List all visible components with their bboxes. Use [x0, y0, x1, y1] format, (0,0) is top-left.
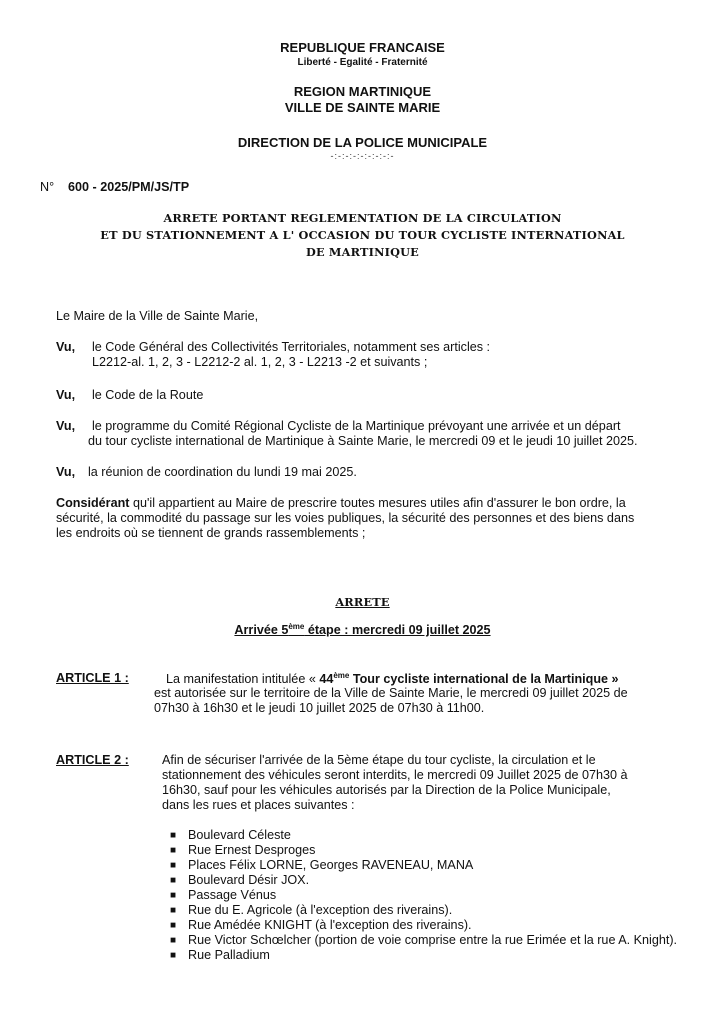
maire-line: Le Maire de la Ville de Sainte Marie,: [56, 309, 259, 323]
list-item: ■ Rue Ernest Desproges: [170, 843, 316, 857]
reference-prefix: N°: [40, 180, 55, 194]
stage-heading: [0, 622, 725, 637]
vu-label-1: Vu,: [56, 340, 76, 354]
devise: Liberté - Egalité - Fraternité: [297, 57, 428, 68]
article-1-line-1: [166, 668, 706, 687]
bullet-icon: ■: [170, 830, 177, 841]
vu-label-4: Vu,: [56, 465, 76, 479]
article-1-line-1-prefix: La manifestation intitulée «: [166, 672, 320, 687]
reference-number: 600 - 2025/PM/JS/TP: [68, 180, 190, 194]
vu3-line-1: le programme du Comité Régional Cycliste de la Martinique prévoyant une arrivée et un départ: [92, 419, 621, 433]
bullet-icon: ■: [170, 920, 177, 931]
stage-sup: ème: [288, 622, 305, 631]
article-2-line-2: stationnement des véhicules seront interdits, le mercredi 09 Juillet 2025 de 07h30 à: [162, 768, 628, 782]
bullet-icon: ■: [170, 905, 177, 916]
bullet-icon: ■: [170, 890, 177, 901]
article-1-line-2: est autorisée sur le territoire de la Ville de Sainte Marie, le mercredi 09 juillet 2025 de: [154, 686, 628, 700]
bullet-icon: ■: [170, 950, 177, 961]
considerant-text-1: qu'il appartient au Maire de prescrire toutes mesures utiles afin d'assurer le bon ordre, la: [129, 496, 626, 510]
bullet-icon: ■: [170, 875, 177, 886]
vu1-line-2: L2212-al. 1, 2, 3 - L2212-2 al. 1, 2, 3 - L2213 -2 et suivants ;: [92, 355, 428, 369]
ville-heading: VILLE DE SAINTE MARIE: [284, 100, 441, 115]
vu4-line: la réunion de coordination du lundi 19 mai 2025.: [88, 465, 357, 479]
article-1-sup: ème: [333, 671, 350, 680]
title-line-2: ET DU STATIONNEMENT A L' OCCASION DU TOUR CYCLISTE INTERNATIONAL: [100, 228, 625, 242]
considerant-line-2: sécurité, la commodité du passage sur les voies publiques, la sécurité des personnes et des biens dans: [56, 511, 635, 525]
article-2-line-3: 16h30, sauf pour les véhicules autorisés par la Direction de la Police Municipale,: [162, 783, 611, 797]
vu-label-2: Vu,: [56, 388, 76, 402]
vu-label-3: Vu,: [56, 419, 76, 433]
bullet-icon: ■: [170, 935, 177, 946]
title-line-3: DE MARTINIQUE: [305, 245, 419, 259]
list-item: ■ Boulevard Désir JOX.: [170, 873, 310, 887]
vu1-line-1: le Code Général des Collectivités Territoriales, notamment ses articles :: [92, 340, 491, 354]
article-1-number: 44: [319, 672, 334, 687]
considerant-line-3: les endroits où se tiennent de grands rassemblements ;: [56, 526, 366, 540]
bullet-icon: ■: [170, 845, 177, 856]
street-list: [170, 828, 690, 963]
header-separator: -:-:-:-:-:-:-:-:-: [330, 151, 395, 161]
arrete-heading: ARRETE: [335, 595, 390, 609]
stage-suffix: étape : mercredi 09 juillet 2025: [304, 623, 491, 638]
considerant-label: Considérant: [56, 496, 130, 510]
vu3-line-2: du tour cycliste international de Martinique à Sainte Marie, le mercredi 09 et le jeudi 10 juillet 2025.: [88, 434, 638, 448]
article-2-line-1: Afin de sécuriser l'arrivée de la 5ème étape du tour cycliste, la circulation et le: [162, 753, 596, 767]
title-line-1: ARRETE PORTANT REGLEMENTATION DE LA CIRCULATION: [163, 211, 562, 225]
article-2-line-4: dans les rues et places suivantes :: [162, 798, 355, 812]
list-item: ■ Rue Amédée KNIGHT (à l'exception des riverains).: [170, 918, 472, 932]
republique-heading: REPUBLIQUE FRANCAISE: [280, 40, 445, 55]
article-1-label: ARTICLE 1 :: [56, 671, 129, 685]
stage-prefix: Arrivée 5: [234, 623, 289, 638]
list-item: ■ Rue Victor Schœlcher (portion de voie comprise entre la rue Erimée et la rue A. Knight).: [170, 933, 678, 947]
article-1-line-3: 07h30 à 16h30 et le jeudi 10 juillet 2025 de 07h30 à 11h00.: [154, 701, 485, 715]
list-item: ■ Places Félix LORNE, Georges RAVENEAU, MANA: [170, 858, 474, 872]
region-heading: REGION MARTINIQUE: [293, 84, 432, 99]
list-item: ■ Passage Vénus: [170, 888, 277, 902]
list-item: ■ Boulevard Céleste: [170, 828, 291, 842]
list-item: ■ Rue Palladium: [170, 948, 270, 962]
considerant-line-1: [56, 496, 696, 511]
list-item: ■ Rue du E. Agricole (à l'exception des riverains).: [170, 903, 453, 917]
article-2-label: ARTICLE 2 :: [56, 753, 129, 767]
vu2-line: le Code de la Route: [92, 388, 204, 402]
direction-heading: DIRECTION DE LA POLICE MUNICIPALE: [237, 135, 488, 150]
bullet-icon: ■: [170, 860, 177, 871]
article-1-event-name: Tour cycliste international de la Martinique »: [349, 672, 619, 687]
